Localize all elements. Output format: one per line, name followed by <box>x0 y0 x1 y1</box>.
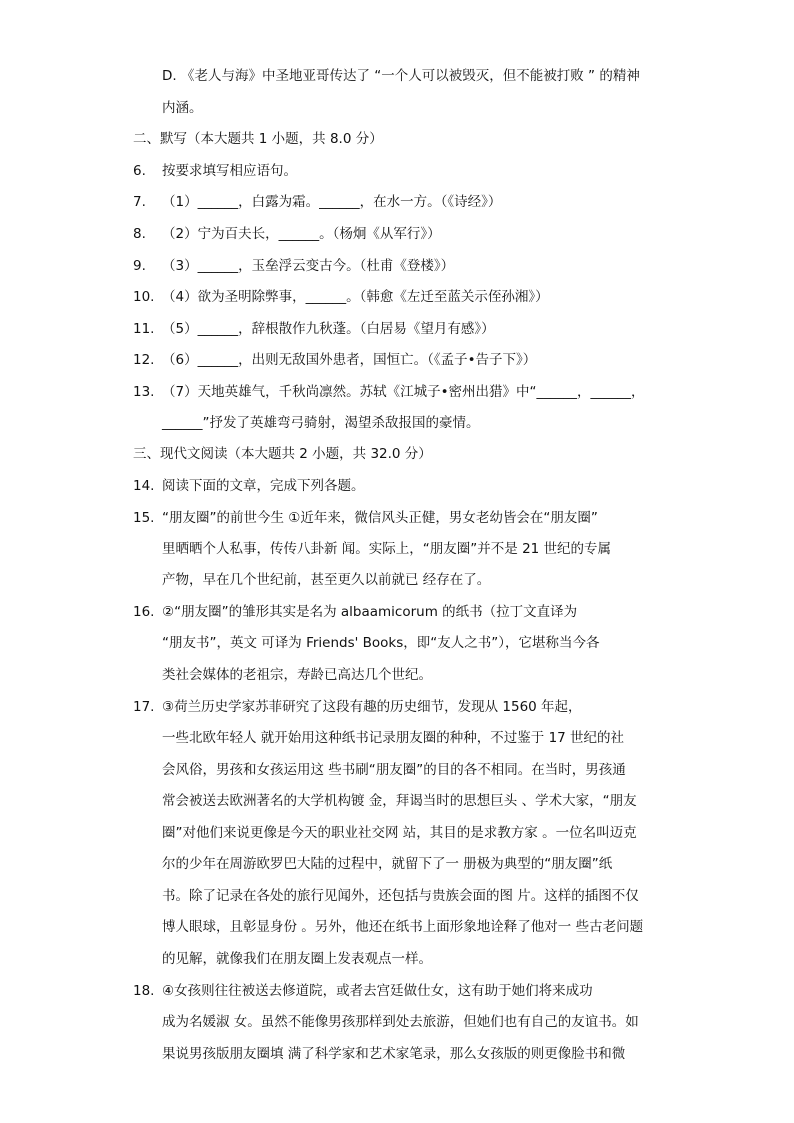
question-number: 11. <box>133 321 155 337</box>
question-number: 14. <box>133 478 155 494</box>
paragraph-line: 里晒晒个人私事，传传八卦新 闻。实际上，“朋友圈”并不是 21 世纪的专属 <box>162 541 612 557</box>
paragraph-line: “朋友书”，英文 可译为 Friends' Books，即“友人之书”），它堪称当今各 <box>162 635 600 651</box>
question-number: 17. <box>133 699 155 715</box>
section-heading-dictation: 二、默写（本大题共 1 小题，共 8.0 分） <box>133 131 383 147</box>
paragraph-line: ④女孩则往往被送去修道院，或者去宫廷做仕女，这有助于她们将来成功 <box>162 983 593 999</box>
paragraph-line: ③荷兰历史学家苏菲研究了这段有趣的历史细节，发现从 1560 年起， <box>162 699 582 715</box>
paragraph-line: 类社会媒体的老祖宗，寿龄已高达几个世纪。 <box>162 667 432 683</box>
question-number: 13. <box>133 384 155 400</box>
paragraph-line: 一些北欧年轻人 就开始用这种纸书记录朋友圈的种种，不过鉴于 17 世纪的社 <box>162 730 625 746</box>
question-number: 9. <box>133 258 146 274</box>
paragraph-line: 书。除了记录在各处的旅行见闻外，还包括与贵族会面的图 片。这样的插图不仅 <box>162 888 639 904</box>
question-text: （4）欲为圣明除弊事，______。（韩愈《左迁至蓝关示侄孙湘》） <box>162 289 549 305</box>
question-number: 8. <box>133 226 146 242</box>
question-text: （5）______，辞根散作九秋蓬。（白居易《望月有感》） <box>162 321 495 337</box>
paragraph-line: 尔的少年在周游欧罗巴大陆的过程中，就留下了一 册极为典型的“朋友圈”纸 <box>162 856 613 872</box>
question-text: （2）宁为百夫长，______。（杨炯《从军行》） <box>162 226 441 242</box>
paragraph-line: 果说男孩版朋友圈填 满了科学家和艺术家笔录，那么女孩版的则更像脸书和微 <box>162 1046 626 1062</box>
question-number: 16. <box>133 604 155 620</box>
question-text: （6）______，出则无敌国外患者，国恒亡。（《孟子•告子下》） <box>162 352 537 368</box>
paragraph-line: 成为名媛淑 女。虽然不能像男孩那样到处去旅游，但她们也有自己的友谊书。如 <box>162 1014 639 1030</box>
question-number: 7. <box>133 194 146 210</box>
option-d-line: D. 《老人与海》中圣地亚哥传达了 “一个人可以被毁灭，但不能被打败 ” 的精神 <box>162 68 640 84</box>
paragraph-line: 常会被送去欧洲著名的大学机构镀 金，拜谒当时的思想巨头 、学术大家，“朋友 <box>162 793 637 809</box>
paragraph-line: ②“朋友圈”的雏形其实是名为 albaamicorum 的纸书（拉丁文直译为 <box>162 604 578 620</box>
paragraph-line: 博人眼球，且彰显身份 。另外，他还在纸书上面形象地诠释了他对一 些古老问题 <box>162 919 644 935</box>
option-d-continuation: 内涵。 <box>162 100 203 116</box>
question-text: 按要求填写相应语句。 <box>162 163 297 179</box>
paragraph-line: 会风俗，男孩和女孩运用这 些书刷“朋友圈”的目的各不相同。在当时，男孩通 <box>162 762 626 778</box>
question-number: 6. <box>133 163 146 179</box>
question-number: 12. <box>133 352 155 368</box>
paragraph-line: 的见解，就像我们在朋友圈上发表观点一样。 <box>162 951 432 967</box>
paragraph-line: 产物，早在几个世纪前，甚至更久以前就已 经存在了。 <box>162 572 491 588</box>
question-text: （7）天地英雄气，千秋尚凛然。苏轼《江城子•密州出猎》中“______，______， <box>162 384 645 400</box>
question-number: 15. <box>133 510 155 526</box>
question-text: 阅读下面的文章，完成下列各题。 <box>162 478 365 494</box>
question-text-continuation: ______”抒发了英雄弯弓骑射，渴望杀敌报国的豪情。 <box>162 415 480 431</box>
question-text: （1）______，白露为霜。______，在水一方。（《诗经》） <box>162 194 502 210</box>
question-number: 10. <box>133 289 155 305</box>
question-text: （3）______，玉垒浮云变古今。（杜甫《登楼》） <box>162 258 455 274</box>
question-number: 18. <box>133 983 155 999</box>
paragraph-line: “朋友圈”的前世今生 ①近年来，微信风头正健，男女老幼皆会在“朋友圈” <box>162 510 598 526</box>
section-heading-reading: 三、现代文阅读（本大题共 2 小题，共 32.0 分） <box>133 446 432 462</box>
paragraph-line: 圈”对他们来说更像是今天的职业社交网 站，其目的是求教方家 。一位名叫迈克 <box>162 825 637 841</box>
